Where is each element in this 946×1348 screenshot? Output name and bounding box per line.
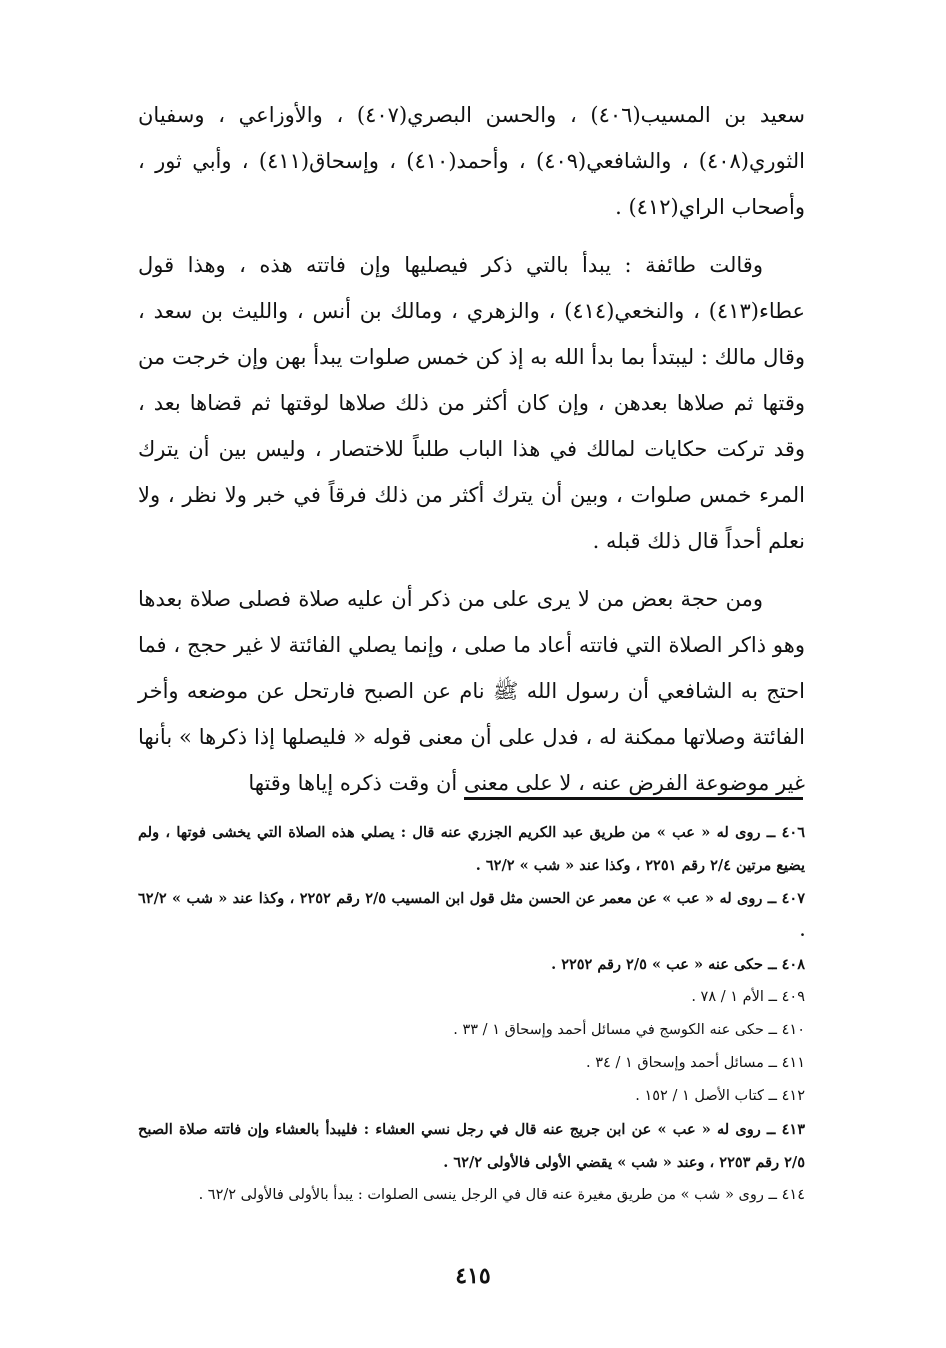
footnote-410: ٤١٠ ــ حكى عنه الكوسج في مسائل أحمد وإسحاق ١ / ٣٣ .	[453, 1022, 805, 1038]
paragraph-1: سعيد بن المسيب(٤٠٦) ، والحسن البصري(٤٠٧) ، والأوزاعي ، وسفيان الثوري(٤٠٨) ، والشافعي(٤٠٩) ، وأحمد(٤١٠) ، وإسحاق(٤١١) ، وأبي ثور ، وأصحاب الراي(٤١٢) .	[138, 103, 805, 219]
page-number: ٤١٥	[455, 1263, 491, 1289]
footnote-409: ٤٠٩ ــ الأم ١ / ٧٨ .	[691, 989, 805, 1005]
footnote-414: ٤١٤ ــ روى « شب » من طريق مغيرة عنه قال في الرجل ينسى الصلوات : يبدأ بالأولى فالأولى ٦٢/٢ .	[198, 1187, 805, 1203]
footnote-408: ٤٠٨ ــ حكى عنه « عب » ٢/٥ رقم ٢٢٥٢ .	[551, 956, 805, 973]
paragraph-3: ومن حجة بعض من لا يرى على من ذكر أن عليه صلاة فصلى صلاة بعدها وهو ذاكر الصلاة التي فاتته أعاد ما صلى ، وإنما يصلي الفائتة لا غير حجج ، فما احتج به الشافعي أن رسول الله ﷺ نام عن الصبح فارتحل عن موضعه وأخر الفائتة وصلاتها ممكنة له ، فدل على أن معنى قوله « فليصلها إذا ذكرها » بأنها غير موضوعة الفرض عنه ، لا على معنى أن وقت ذكره إياها وقتها	[138, 587, 806, 795]
main-text	[138, 92, 805, 806]
footnotes	[138, 816, 805, 1212]
footnote-411: ٤١١ ــ مسائل أحمد وإسحاق ١ / ٣٤ .	[586, 1055, 805, 1071]
footnote-407: ٤٠٧ ــ روى له « عب » عن معمر عن الحسن مثل قول ابن المسيب ٢/٥ رقم ٢٢٥٢ ، وكذا عند « شب » ٦٢/٢ .	[138, 890, 805, 940]
footnote-separator	[464, 797, 803, 800]
footnote-406: ٤٠٦ ــ روى له « عب » من طريق عبد الكريم الجزري عنه قال : يصلي هذه الصلاة التي يخشى فوتها ، ولم يضيع مرتين ٢/٤ رقم ٢٢٥١ ، وكذا عند « شب » ٦٢/٢ .	[138, 824, 805, 874]
footnote-413: ٤١٣ ــ روى له « عب » عن ابن جريج عنه قال في رجل نسي العشاء : فليبدأ بالعشاء وإن فاتته صلاة الصبح ٢/٥ رقم ٢٢٥٣ ، وعند « شب » يقضي الأولى فالأولى ٦٢/٢ .	[138, 1121, 805, 1171]
paragraph-2: وقالت طائفة : يبدأ بالتي ذكر فيصليها وإن فاتته هذه ، وهذا قول عطاء(٤١٣) ، والنخعي(٤١٤) ، والزهري ، ومالك بن أنس ، والليث بن سعد ، وقال مالك : ليبتدأ بما بدأ الله به إذ كن خمس صلوات يبدأ بهن وإن خرجت من وقتها ثم صلاها بعدهن ، وإن كان أكثر من ذلك صلاها لوقتها ثم قضاها بعد ، وقد تركت حكايات لمالك في هذا الباب طلباً للاختصار ، وليس بين أن يترك المرء خمس صلوات ، وبين أن يترك أكثر من ذلك فرقاً في خبر ولا نظر ، ولا نعلم أحداً قال ذلك قبله .	[138, 253, 806, 553]
footnote-412: ٤١٢ ــ كتاب الأصل ١ / ١٥٢ .	[635, 1088, 805, 1104]
